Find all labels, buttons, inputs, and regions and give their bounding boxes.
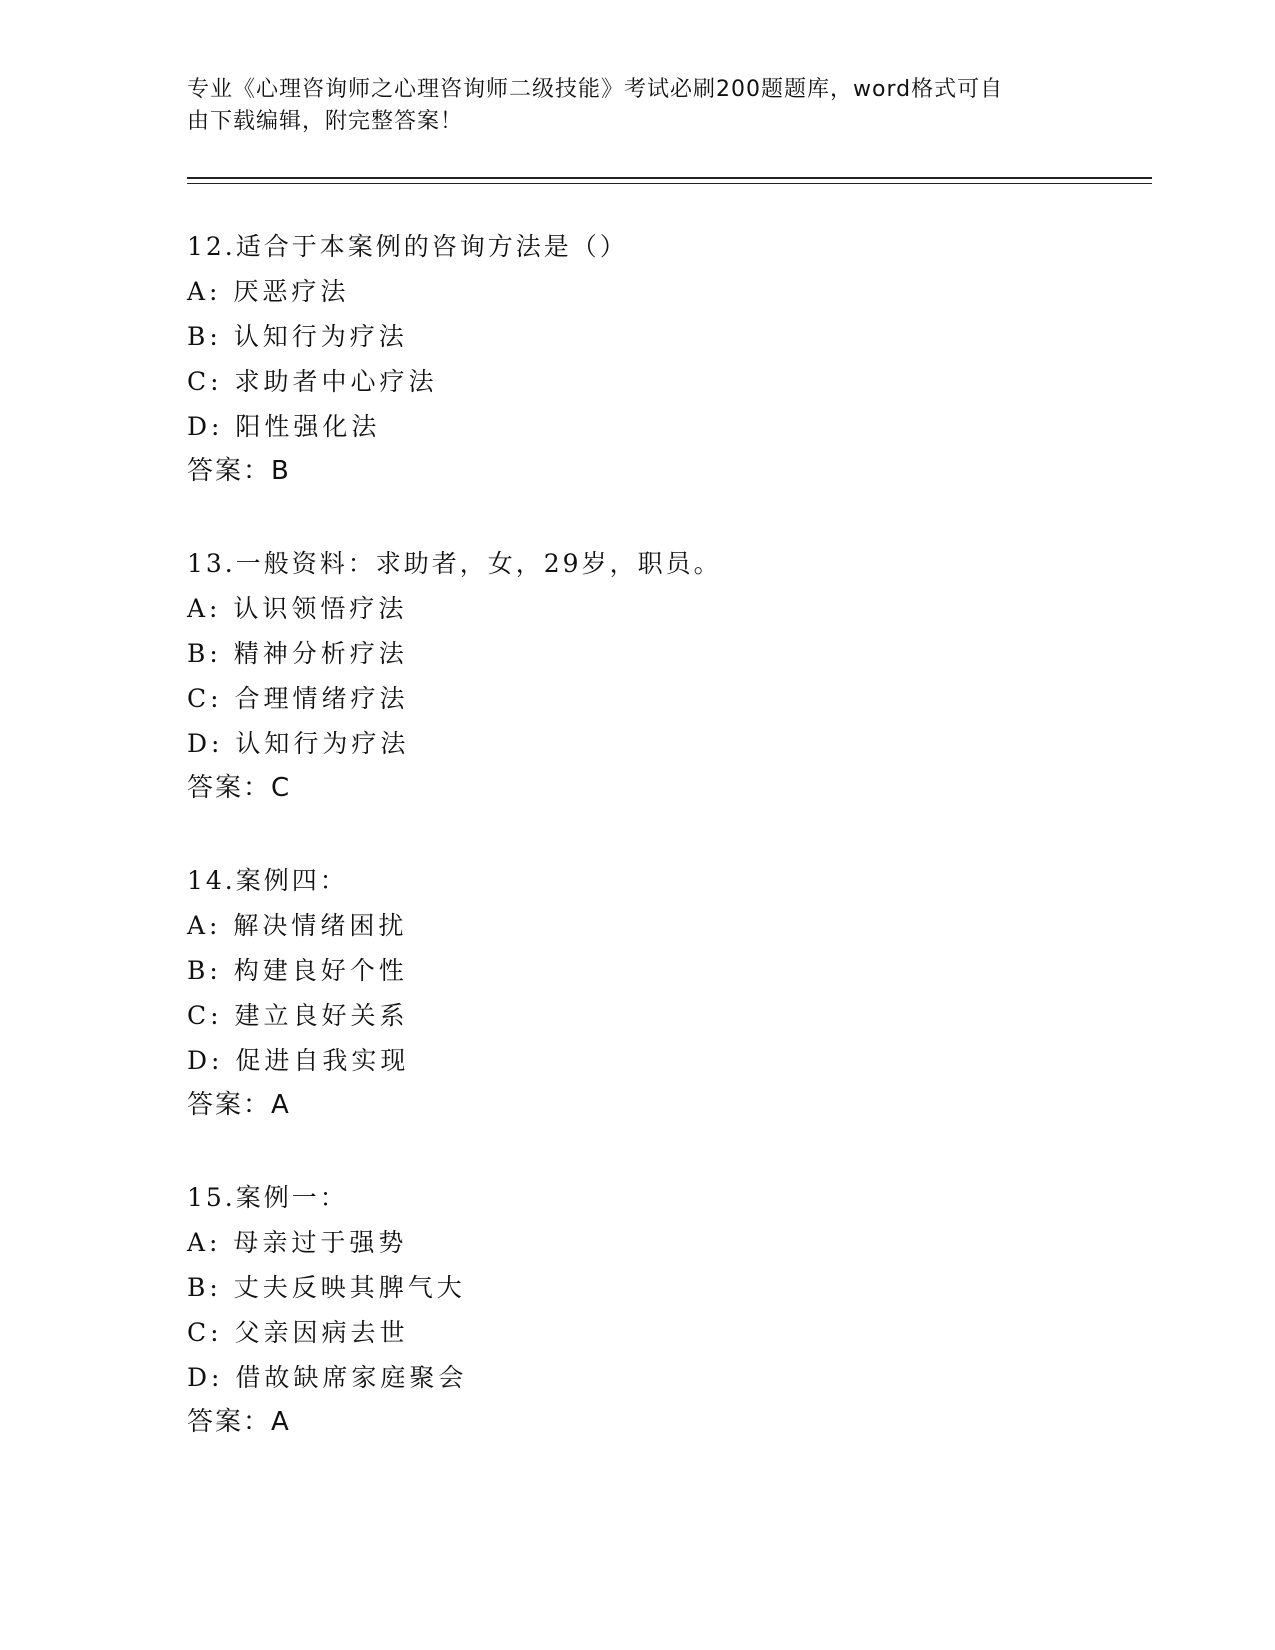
- option-c: C: 求助者中心疗法: [187, 367, 438, 396]
- option-b: B: 认知行为疗法: [187, 322, 408, 351]
- option-b: B: 构建良好个性: [187, 956, 408, 985]
- answer-label: 答案：B: [187, 456, 291, 486]
- header-line-2: 由下载编辑，附完整答案！: [187, 109, 464, 134]
- option-c: C: 父亲因病去世: [187, 1318, 409, 1347]
- question-title: 13.一般资料：求助者，女，29岁，职员。: [187, 549, 722, 578]
- question-title: 12.适合于本案例的咨询方法是（）: [187, 232, 628, 261]
- answer-label: 答案：A: [187, 1407, 291, 1437]
- option-c: C: 建立良好关系: [187, 1001, 409, 1030]
- question-14: [187, 858, 1087, 1128]
- answer-label: 答案：A: [187, 1090, 291, 1120]
- document-header: [187, 74, 1067, 138]
- question-13: [187, 541, 1087, 811]
- option-a: A: 厌恶疗法: [187, 277, 350, 306]
- option-d: D: 认知行为疗法: [187, 729, 410, 758]
- question-title: 15.案例一：: [187, 1183, 348, 1212]
- option-a: A: 认识领悟疗法: [187, 594, 408, 623]
- option-b: B: 丈夫反映其脾气大: [187, 1273, 466, 1302]
- header-divider-thick: [187, 177, 1152, 179]
- option-d: D: 促进自我实现: [187, 1046, 410, 1075]
- option-d: D: 借故缺席家庭聚会: [187, 1363, 468, 1392]
- question-15: [187, 1175, 1087, 1445]
- answer-label: 答案：C: [187, 773, 292, 803]
- option-c: C: 合理情绪疗法: [187, 684, 409, 713]
- option-d: D: 阳性强化法: [187, 412, 381, 441]
- header-line-1: 专业《心理咨询师之心理咨询师二级技能》考试必刷200题题库，word格式可自: [187, 77, 1004, 102]
- option-b: B: 精神分析疗法: [187, 639, 408, 668]
- header-divider-thin: [187, 183, 1152, 184]
- question-title: 14.案例四：: [187, 866, 348, 895]
- option-a: A: 母亲过于强势: [187, 1228, 408, 1257]
- question-12: [187, 224, 1087, 494]
- option-a: A: 解决情绪困扰: [187, 911, 408, 940]
